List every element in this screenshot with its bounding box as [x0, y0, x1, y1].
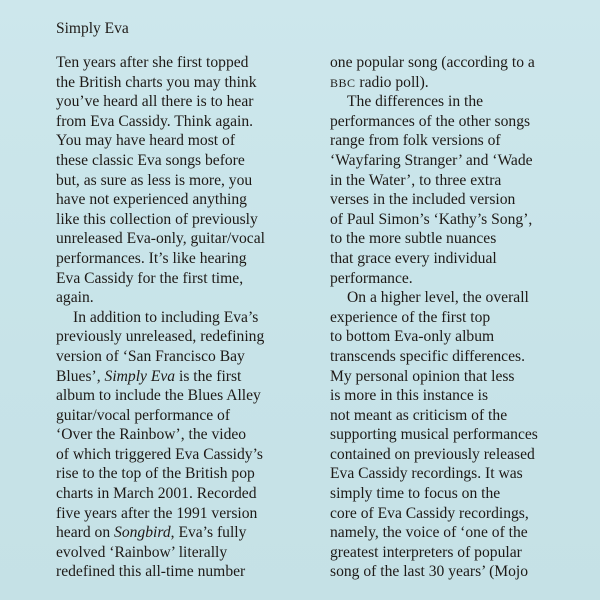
right-text-column: [330, 53, 590, 582]
text-line: guitar/vocal performance of: [56, 406, 231, 424]
text-line: ‘Wayfaring Stranger’ and ‘Wade: [330, 151, 533, 169]
text-line: greatest interpreters of popular: [330, 543, 522, 561]
text-line: You may have heard most of: [56, 132, 236, 150]
text-line: On a higher level, the overall: [347, 289, 529, 307]
text-segment: radio poll).: [355, 73, 429, 91]
text-line: in the Water’, to three extra: [330, 171, 502, 189]
text-line: range from folk versions of: [330, 132, 501, 150]
text-line: the British charts you may think: [56, 73, 257, 91]
text-line: namely, the voice of ‘one of the: [330, 524, 528, 542]
text-line: Ten years after she first topped: [56, 54, 249, 71]
text-line: performance.: [330, 269, 413, 287]
italic-title: Simply Eva: [104, 367, 176, 385]
text-line: unreleased Eva-only, guitar/vocal: [56, 230, 265, 248]
text-line: contained on previously released: [330, 445, 535, 463]
text-segment: heard on: [56, 524, 115, 542]
text-segment: is the first: [175, 367, 242, 385]
text-line: is more in this instance is: [330, 387, 489, 405]
text-line: Eva Cassidy for the first time,: [56, 269, 244, 287]
text-segment: Blues’,: [56, 367, 105, 385]
text-line: five years after the 1991 version: [56, 504, 258, 522]
text-line: but, as sure as less is more, you: [56, 171, 253, 189]
text-line: album to include the Blues Alley: [56, 387, 261, 405]
text-line: ‘Over the Rainbow’, the video: [56, 426, 247, 444]
small-caps-text: BBC: [330, 75, 356, 90]
text-line: [56, 367, 306, 387]
text-line: redefined this all-time number: [56, 563, 246, 581]
text-line: [330, 73, 590, 93]
text-line: like this collection of previously: [56, 210, 258, 228]
text-line: In addition to including Eva’s: [73, 308, 259, 326]
text-line: not meant as criticism of the: [330, 406, 508, 424]
text-line: [56, 523, 306, 543]
text-line: verses in the included version: [330, 191, 516, 209]
text-line: simply time to focus on the: [330, 485, 501, 503]
text-line: performances. It’s like hearing: [56, 249, 247, 267]
text-line: that grace every individual: [330, 249, 497, 267]
text-line: version of ‘San Francisco Bay: [56, 347, 245, 365]
text-line: have not experienced anything: [56, 191, 247, 209]
text-line: to bottom Eva-only album: [330, 328, 495, 346]
text-line: Eva Cassidy recordings. It was: [330, 465, 523, 483]
text-line: these classic Eva songs before: [56, 151, 245, 169]
text-line: rise to the top of the British pop: [56, 465, 255, 483]
text-line: evolved ‘Rainbow’ literally: [56, 543, 228, 561]
text-line: previously unreleased, redefining: [56, 328, 265, 346]
text-line: The differences in the: [347, 93, 484, 111]
text-line: of which triggered Eva Cassidy’s: [56, 445, 264, 463]
text-line: one popular song (according to a: [330, 54, 535, 71]
italic-title: Songbird: [114, 524, 171, 542]
text-line: again.: [56, 289, 94, 307]
text-line: from Eva Cassidy. Think again.: [56, 112, 254, 130]
text-line: to the more subtle nuances: [330, 230, 497, 248]
text-segment: , Eva’s fully: [170, 524, 247, 542]
text-line: charts in March 2001. Recorded: [56, 485, 257, 503]
text-line: of Paul Simon’s ‘Kathy’s Song’,: [330, 210, 533, 228]
text-line: transcends specific differences.: [330, 347, 525, 365]
text-line: you’ve heard all there is to hear: [56, 93, 254, 111]
page-heading: Simply Eva: [56, 20, 129, 37]
text-line: supporting musical performances: [330, 426, 538, 444]
text-line: core of Eva Cassidy recordings,: [330, 504, 529, 522]
text-line: song of the last 30 years’ (Mojo: [330, 563, 529, 581]
text-line: My personal opinion that less: [330, 367, 515, 385]
text-line: performances of the other songs: [330, 112, 531, 130]
left-text-column: [56, 53, 306, 582]
text-line: experience of the first top: [330, 308, 491, 326]
